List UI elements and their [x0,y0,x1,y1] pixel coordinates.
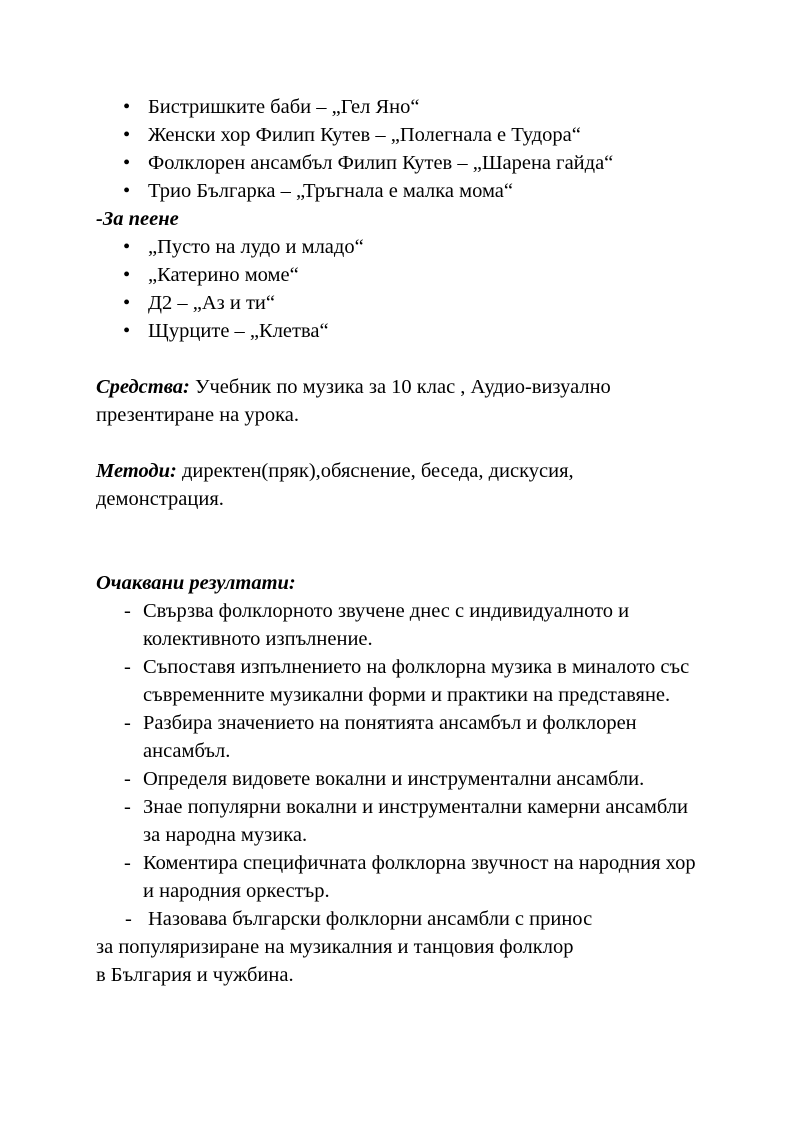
list-item-text: Разбира значението на понятията ансамбъл и фолклорен ансамбъл. [143,712,637,762]
list-item [96,93,706,121]
list-item [96,317,706,345]
list-item-text: Фолклорен ансамбъл Филип Кутев – „Шарена гайда“ [148,152,614,174]
bullet-icon: • [123,236,131,258]
list-item-text: Трио Българка – „Тръгнала е малка мома“ [148,180,513,202]
bullet-icon: • [123,180,131,202]
dash-icon: - [124,656,131,678]
list-item [96,233,706,261]
bullet-icon: • [123,264,131,286]
list-item [96,849,706,905]
list-item [96,793,706,849]
list-item [96,261,706,289]
dash-icon: - [125,908,132,930]
bullet-icon: • [123,96,131,118]
list-item [96,597,706,653]
bullet-icon: • [123,292,131,314]
list-item [96,765,706,793]
dash-icon: - [124,712,131,734]
bullet-icon: • [123,152,131,174]
list-item [96,149,706,177]
expected-results-heading: Очаквани резултати: [96,572,296,594]
list-item [96,177,706,205]
bullet-icon: • [123,320,131,342]
paragraph-spacer [96,541,706,569]
list-item [96,709,706,765]
list-item-text: Свързва фолклорното звучене днес с индивидуалното и колективното изпълнение. [143,600,630,650]
expected-results-continuation-line-2: в България и чужбина. [96,964,294,986]
expected-results-continuation-line-1: за популяризиране на музикалния и танцовия фолклор [96,936,574,958]
methods-paragraph [96,457,706,513]
list-item-text: Знае популярни вокални и инструментални камерни ансамбли за народна музика. [143,796,688,846]
dash-icon: - [124,600,131,622]
list-item-text: Женски хор Филип Кутев – „Полегнала е Тудора“ [148,124,581,146]
list-item-text: Определя видовете вокални и инструментални ансамбли. [143,768,645,790]
paragraph-spacer [96,513,706,541]
list-item-text: Бистришките баби – „Гел Яно“ [148,96,420,118]
list-item-text: „Пусто на лудо и младо“ [148,236,364,258]
list-item-text: Съпоставя изпълнението на фолклорна музика в миналото със съвременните музикални форми и практики на представяне. [143,656,690,706]
listening-repertoire-list [96,93,706,205]
list-item [96,653,706,709]
list-item-text: „Катерино моме“ [148,264,299,286]
methods-text: директен(пряк),обяснение, беседа, дискусия, демонстрация. [96,460,574,510]
list-item-text: Щурците – „Клетва“ [148,320,329,342]
singing-subheading: -За пеене [96,208,179,230]
list-item-text: Коментира специфичната фолклорна звучност на народния хор и народния оркестър. [143,852,696,902]
resources-paragraph [96,373,706,429]
dash-icon: - [124,796,131,818]
expected-results-list [96,597,706,933]
list-item [96,121,706,149]
resources-text: Учебник по музика за 10 клас , Аудио-визуално презентиране на урока. [96,376,611,426]
list-item-text: Д2 – „Аз и ти“ [148,292,275,314]
methods-label: Методи: [96,460,177,482]
resources-label: Средства: [96,376,190,398]
list-item-text: Назовава български фолклорни ансамбли с принос [148,908,593,930]
list-item [96,289,706,317]
list-item [96,905,706,933]
dash-icon: - [124,768,131,790]
document-body [96,93,706,989]
bullet-icon: • [123,124,131,146]
dash-icon: - [124,852,131,874]
singing-repertoire-list [96,233,706,345]
paragraph-spacer [96,345,706,373]
paragraph-spacer [96,429,706,457]
